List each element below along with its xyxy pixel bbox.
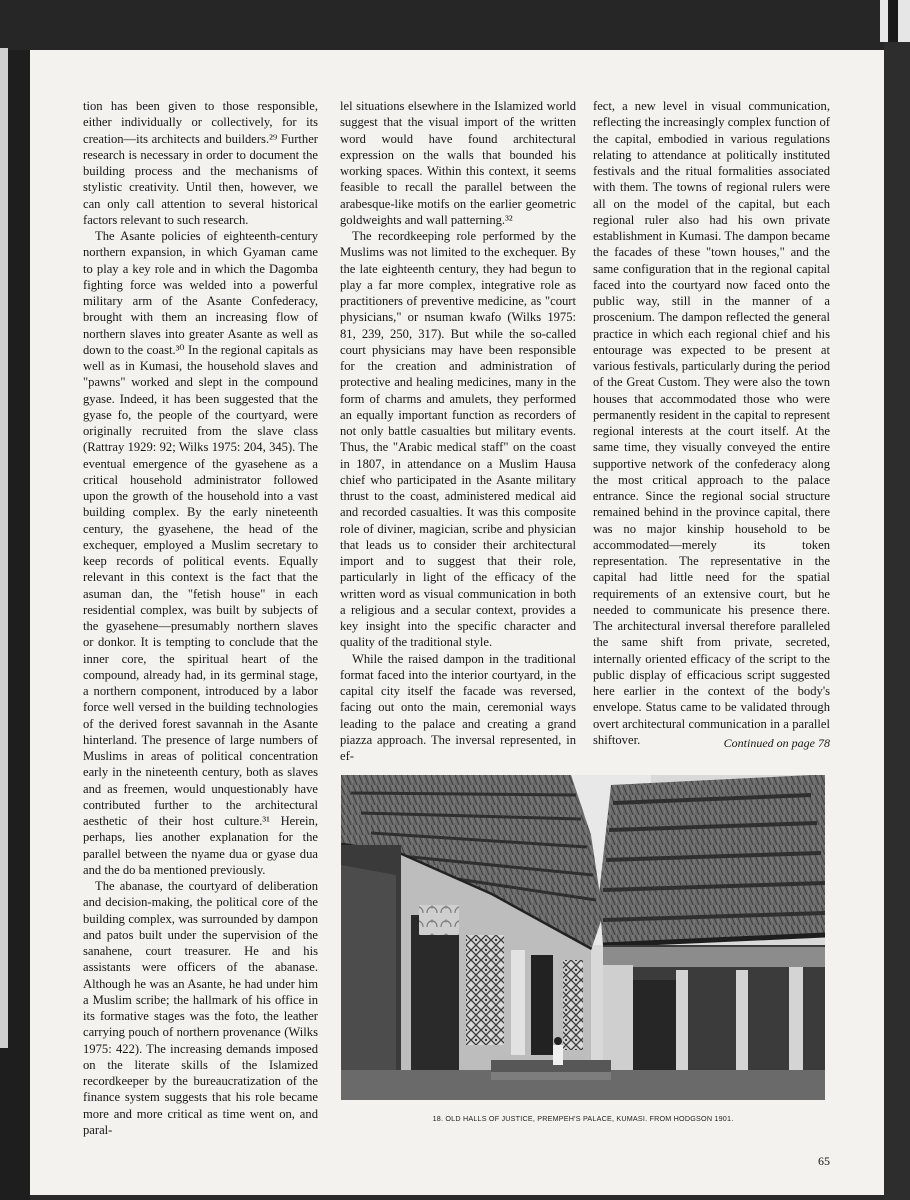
paragraph: tion has been given to those responsible, either individually or collectively, for its creation—its architects and builders.²⁹ Further research is necessary in order to document the building process and the mechanisms of stylistic creativity. Until then, however, we can only call attention to several historical factors relevant to such research. <box>83 99 318 227</box>
paragraph: While the raised dampon in the traditional format faced into the interior courtyard, in the capital city itself the facade was reversed, facing out onto the main, ceremonial ways leading to the palace and creating a grand piazza approach. The inversal represented, in ef- <box>340 651 576 763</box>
text-column-2 <box>340 98 576 764</box>
photo-illustration <box>341 775 825 1100</box>
scan-border-right <box>884 0 910 1200</box>
text-column-3 <box>593 98 830 748</box>
continued-note: Continued on page 78 <box>723 736 830 750</box>
paragraph: The abanase, the courtyard of deliberation and decision-making, the political core of the building complex, was surrounded by dampon and patos built under the supervision of the sanahene, court treasurer. He and his assistants were officers of the abanase. Although he was an Asante, he had under him a Muslim scribe; the hallmark of his office in its formative stages was the foto, the leather carrying pouch of northern provenance (Wilks 1975: 422). The increasing demands imposed on the literate skills of the Islamized recordkeeper by the bureaucratization of the finance system suggests that his role became more and more critical as time went on, and paral- <box>83 879 318 1137</box>
paragraph: The recordkeeping role performed by the Muslims was not limited to the exchequer. By the late eighteenth century, they had begun to play a far more complex, integrative role as practitioners of preventive medicine, as "court physicians," or nsuman kwafo (Wilks 1975: 81, 239, 250, 317). But while the so-called court physicians may have been responsible for the creation and administration of protective and healing medicines, many in the form of charms and amulets, they performed an equally important function as recorders of not only battle casualties but military events. Thus, the "Arabic medical staff" on the coast in 1807, in attendance on a Muslim Hausa chief who participated in the Asante military thrust to the coast, administered medical aid and recorded casualties. It was this composite role of diviner, magician, scribe and physician that leads us to consider their architectural import and to suggest that their role, particularly in light of the efficacy of the written word as visual communication in both a religious and a secular context, provides a key insight into the specific character and quality of the traditional style. <box>340 229 576 650</box>
figure-caption: 18. OLD HALLS OF JUSTICE, PREMPEH'S PALACE, KUMASI. FROM HODGSON 1901. <box>432 1114 734 1123</box>
paragraph: lel situations elsewhere in the Islamized world suggest that the visual import of the written word would have found architectural expression on the walls that bounded his working spaces. Within this context, it seems feasible to recall the parallel between the arabesque-like motifs on the earlier geometric goldweights and wall patterning.³² <box>340 99 576 227</box>
text-column-1 <box>83 98 318 1138</box>
facing-page-edge <box>0 48 8 1048</box>
scan-edge-mark <box>880 0 910 42</box>
page-number: 65 <box>818 1154 830 1168</box>
journal-page <box>30 50 884 1195</box>
paragraph: fect, a new level in visual communication, reflecting the increasingly complex function of the capital, embodied in various regulations relating to attendance at politically instituted festivals and the ritual formalities associated with them. The towns of regional rulers were all on the model of the capital, but each regional ruler also had his own private establishment in Kumasi. The dampon became the facades of these "town houses," and the same configuration that in the regional capital faced into the courtyard now faced onto the public way, still in the manner of a proscenium. The dampon reflected the general practice in which each regional chief and his entourage was expected to be present at various festivals, particularly during the period of the Great Custom. They were also the town houses that accommodated those who were permanently resident in the capital to represent regional interests at the court itself. At the same time, they visually conveyed the entire supportive network of the confederacy along the most critical approach to the palace entrance. Since the regional social structure remained behind in the province capital, there was no major kinship household to be accommodated—merely its token representation. The representative in the capital had little need for the spatial requirements of an extensive court, but he needed to communicate his presence there. The architectural inversal therefore paralleled the same shift from private, secreted, internally oriented efficacy of the script to the public display of efficacious script suggested here earlier in the context of the body's envelope. Status came to be validated through overt architectural communication in a parallel shiftover. <box>593 99 830 747</box>
paragraph: The Asante policies of eighteenth-century northern expansion, in which Gyaman came to play a key role and in which the Dagomba fighting force was welded into a powerful military arm of the Asante Confederacy, brought with them an increasing flow of northern slaves into greater Asante as well as down to the coast.³⁰ In the regional capitals as well as in Kumasi, the household slaves and "pawns" worked and slept in the compound gyase. Indeed, it has been suggested that the gyase fo, the people of the courtyard, were originally recruited from the slave class (Rattray 1929: 92; Wilks 1975: 204, 345). The eventual emergence of the gyasehene as a critical household administrator followed upon the growth of the household into a vast building complex. By the early nineteenth century, the gyasehene, the head of the exchequer, employed a Muslim secretary to keep records of political events. Equally relevant in this context is the fact that the asuman dan, the "fetish house" in each residential complex, was built by subjects of the gyasehene—presumably northern slaves or donkor. It is tempting to conclude that the inner core, the spiritual heart of the compound, already had, in its germinal stage, a northern component, introduced by a labor force well versed in the building technologies of the derived forest savannah in the Asante hinterland. The presence of large numbers of Muslims in areas of political concentration early in the nineteenth century, both as slaves and as freemen, would unquestionably have contributed further to the architectural aesthetic of their host culture.³¹ Herein, perhaps, lies another explanation for the parallel between the nyame dua or gyase dua and the do ba mentioned previously. <box>83 229 318 877</box>
photograph-old-halls-of-justice <box>341 775 825 1100</box>
scan-border-top <box>0 0 910 50</box>
